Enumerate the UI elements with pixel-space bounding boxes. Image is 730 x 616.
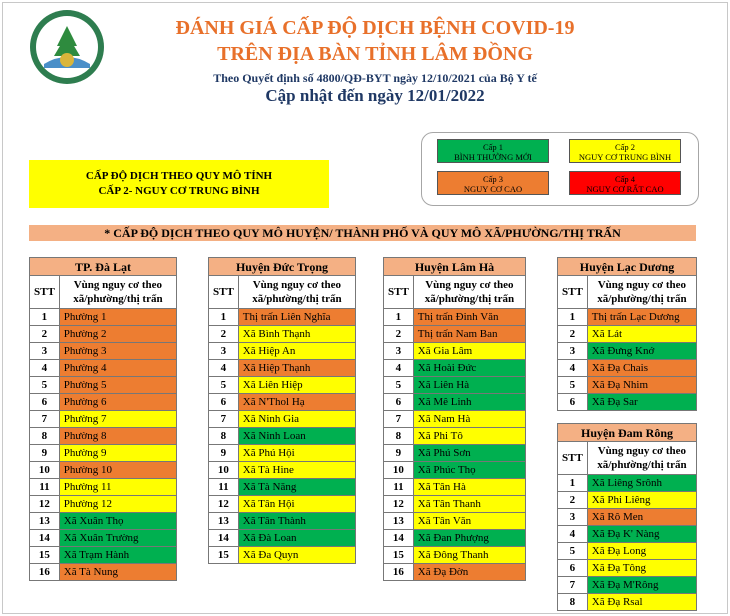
column-area-line-2: xã/phường/thị trấn (252, 293, 342, 305)
table-row (30, 428, 177, 445)
row-commune: Xã Phú Sơn (413, 445, 525, 462)
legend-level-3 (437, 171, 549, 195)
table-row (30, 479, 177, 496)
row-stt: 1 (209, 309, 239, 326)
row-commune: Xã Tà Nung (59, 564, 176, 581)
row-stt: 4 (558, 360, 588, 377)
row-commune: Xã Liên Hiệp (238, 377, 355, 394)
row-stt: 15 (384, 547, 414, 564)
table-row (209, 547, 356, 564)
row-stt: 13 (30, 513, 60, 530)
district-name: TP. Đà Lạt (30, 258, 177, 276)
table-row (30, 513, 177, 530)
table-row (558, 509, 697, 526)
row-commune: Phường 6 (59, 394, 176, 411)
row-commune: Xã Tân Thanh (413, 496, 525, 513)
table-row (384, 343, 526, 360)
row-commune: Xã Đạ M'Rông (587, 577, 696, 594)
district-table-da-lat (29, 257, 177, 581)
row-stt: 3 (558, 343, 588, 360)
row-stt: 8 (209, 428, 239, 445)
table-row (209, 462, 356, 479)
row-stt: 4 (384, 360, 414, 377)
row-commune: Xã Ninh Gia (238, 411, 355, 428)
row-commune: Xã Đạ Tông (587, 560, 696, 577)
row-stt: 11 (209, 479, 239, 496)
column-area-line-2: xã/phường/thị trấn (73, 293, 163, 305)
legend-level-2 (569, 139, 681, 163)
row-stt: 6 (558, 394, 588, 411)
table-row (209, 343, 356, 360)
row-commune: Xã Phúc Thọ (413, 462, 525, 479)
column-area-line-1: Vùng nguy cơ theo (252, 279, 342, 291)
row-stt: 11 (30, 479, 60, 496)
legend-level-3-label: NGUY CƠ CAO (463, 184, 523, 194)
row-stt: 3 (30, 343, 60, 360)
column-area-line-2: xã/phường/thị trấn (597, 459, 687, 471)
row-stt: 5 (558, 377, 588, 394)
row-stt: 14 (384, 530, 414, 547)
row-stt: 12 (209, 496, 239, 513)
table-row (209, 309, 356, 326)
row-commune: Xã Đạ Đờn (413, 564, 525, 581)
province-level-title: CẤP ĐỘ DỊCH THEO QUY MÔ TỈNH (85, 170, 273, 182)
row-commune: Xã Trạm Hành (59, 547, 176, 564)
row-commune: Thị trấn Đinh Văn (413, 309, 525, 326)
row-commune: Xã Đạ Chais (587, 360, 696, 377)
row-commune: Phường 11 (59, 479, 176, 496)
legend-level-1-code: Cấp 1 (482, 142, 504, 152)
table-row (558, 560, 697, 577)
column-stt: STT (558, 442, 588, 475)
table-row (384, 394, 526, 411)
row-commune: Xã Tân Hội (238, 496, 355, 513)
column-area (413, 276, 525, 309)
district-table-lac-duong (557, 257, 697, 411)
row-stt: 5 (30, 377, 60, 394)
table-row (384, 513, 526, 530)
update-date: Cập nhật đến ngày 12/01/2022 (265, 86, 485, 105)
table-row (558, 326, 697, 343)
column-area-line-2: xã/phường/thị trấn (424, 293, 515, 305)
row-stt: 5 (384, 377, 414, 394)
row-commune: Xã Liêng Srônh (587, 475, 696, 492)
row-stt: 4 (209, 360, 239, 377)
district-name: Huyện Đam Rông (558, 424, 697, 442)
table-row (209, 496, 356, 513)
table-row (558, 577, 697, 594)
table-row (30, 360, 177, 377)
row-stt: 7 (30, 411, 60, 428)
table-row (30, 394, 177, 411)
row-commune: Xã Tân Hà (413, 479, 525, 496)
row-commune: Xã Phi Liêng (587, 492, 696, 509)
column-stt: STT (558, 276, 588, 309)
row-commune: Xã Hiệp An (238, 343, 355, 360)
row-stt: 4 (558, 526, 588, 543)
row-commune: Phường 12 (59, 496, 176, 513)
row-stt: 2 (558, 326, 588, 343)
table-row (384, 326, 526, 343)
table-row (384, 496, 526, 513)
row-stt: 15 (30, 547, 60, 564)
table-row (384, 547, 526, 564)
row-commune: Xã Đạ Sar (587, 394, 696, 411)
row-commune: Xã Phú Hội (238, 445, 355, 462)
table-row (558, 377, 697, 394)
table-row (30, 326, 177, 343)
row-commune: Xã Đạ Nhim (587, 377, 696, 394)
row-commune: Phường 9 (59, 445, 176, 462)
row-stt: 1 (30, 309, 60, 326)
decision-reference: Theo Quyết định số 4800/QĐ-BYT ngày 12/10/2021 của Bộ Y tế (213, 71, 537, 85)
row-stt: 16 (384, 564, 414, 581)
table-row (558, 526, 697, 543)
table-row (558, 309, 697, 326)
cdc-logo (30, 10, 104, 84)
row-stt: 6 (558, 560, 588, 577)
row-commune: Xã Xuân Thọ (59, 513, 176, 530)
row-stt: 9 (384, 445, 414, 462)
column-area-line-1: Vùng nguy cơ theo (425, 279, 514, 291)
table-row (209, 360, 356, 377)
district-table-dam-rong (557, 423, 697, 611)
row-stt: 1 (384, 309, 414, 326)
row-stt: 10 (30, 462, 60, 479)
table-row (558, 343, 697, 360)
row-commune: Xã Liên Hà (413, 377, 525, 394)
column-stt: STT (384, 276, 414, 309)
row-stt: 4 (30, 360, 60, 377)
column-area-line-2: xã/phường/thị trấn (597, 293, 687, 305)
row-stt: 8 (30, 428, 60, 445)
district-name: Huyện Đức Trọng (209, 258, 356, 276)
row-stt: 8 (384, 428, 414, 445)
table-row (558, 394, 697, 411)
table-row (30, 462, 177, 479)
row-commune: Phường 8 (59, 428, 176, 445)
row-stt: 13 (384, 513, 414, 530)
row-stt: 9 (30, 445, 60, 462)
table-row (384, 428, 526, 445)
row-stt: 11 (384, 479, 414, 496)
row-commune: Phường 1 (59, 309, 176, 326)
row-stt: 1 (558, 309, 588, 326)
row-commune: Xã Đan Phượng (413, 530, 525, 547)
district-name: Huyện Lâm Hà (384, 258, 526, 276)
row-stt: 13 (209, 513, 239, 530)
district-name: Huyện Lạc Dương (558, 258, 697, 276)
row-commune: Xã Đạ Long (587, 543, 696, 560)
row-commune: Xã N'Thol Hạ (238, 394, 355, 411)
table-row (209, 326, 356, 343)
row-stt: 10 (209, 462, 239, 479)
column-area-line-1: Vùng nguy cơ theo (597, 445, 687, 457)
row-stt: 3 (384, 343, 414, 360)
row-stt: 1 (558, 475, 588, 492)
column-stt: STT (30, 276, 60, 309)
table-row (30, 564, 177, 581)
row-stt: 12 (30, 496, 60, 513)
row-commune: Phường 4 (59, 360, 176, 377)
row-stt: 16 (30, 564, 60, 581)
table-row (30, 445, 177, 462)
table-row (384, 377, 526, 394)
row-commune: Phường 7 (59, 411, 176, 428)
table-row (384, 445, 526, 462)
table-row (209, 513, 356, 530)
row-stt: 9 (209, 445, 239, 462)
table-row (209, 428, 356, 445)
row-stt: 14 (30, 530, 60, 547)
table-row (30, 496, 177, 513)
row-stt: 10 (384, 462, 414, 479)
table-row (30, 411, 177, 428)
row-stt: 7 (384, 411, 414, 428)
row-commune: Xã Hiệp Thạnh (238, 360, 355, 377)
province-level-value: CẤP 2- NGUY CƠ TRUNG BÌNH (98, 185, 260, 197)
row-stt: 5 (558, 543, 588, 560)
table-row (558, 543, 697, 560)
row-commune: Xã Lát (587, 326, 696, 343)
row-commune: Thị trấn Nam Ban (413, 326, 525, 343)
column-area (59, 276, 176, 309)
table-row (209, 377, 356, 394)
row-commune: Xã Đưng Knớ (587, 343, 696, 360)
table-row (558, 475, 697, 492)
row-stt: 3 (209, 343, 239, 360)
row-stt: 6 (384, 394, 414, 411)
row-commune: Xã Hoài Đức (413, 360, 525, 377)
row-stt: 7 (558, 577, 588, 594)
row-commune: Xã Đạ Rsal (587, 594, 696, 611)
row-commune: Xã Tà Hine (238, 462, 355, 479)
row-commune: Xã Đông Thanh (413, 547, 525, 564)
table-row (384, 479, 526, 496)
row-commune: Xã Gia Lâm (413, 343, 525, 360)
row-commune: Xã Tân Văn (413, 513, 525, 530)
table-row (384, 411, 526, 428)
table-row (558, 492, 697, 509)
table-row (30, 530, 177, 547)
legend-level-1 (437, 139, 549, 163)
row-stt: 2 (558, 492, 588, 509)
province-level-box (29, 160, 329, 208)
row-stt: 2 (30, 326, 60, 343)
row-stt: 6 (30, 394, 60, 411)
table-row (30, 547, 177, 564)
table-row (209, 530, 356, 547)
table-row (30, 377, 177, 394)
district-table-duc-trong (208, 257, 356, 564)
row-commune: Xã Nam Hà (413, 411, 525, 428)
title-line-1: ĐÁNH GIÁ CẤP ĐỘ DỊCH BỆNH COVID-19 (175, 17, 575, 39)
row-stt: 7 (209, 411, 239, 428)
row-commune: Thị trấn Lạc Dương (587, 309, 696, 326)
column-area (238, 276, 355, 309)
row-stt: 3 (558, 509, 588, 526)
row-commune: Phường 10 (59, 462, 176, 479)
row-commune: Xã Tà Năng (238, 479, 355, 496)
row-stt: 2 (209, 326, 239, 343)
table-row (558, 594, 697, 611)
row-commune: Thị trấn Liên Nghĩa (238, 309, 355, 326)
row-stt: 8 (558, 594, 588, 611)
row-commune: Phường 2 (59, 326, 176, 343)
table-row (209, 445, 356, 462)
legend-level-4 (569, 171, 681, 195)
table-row (384, 360, 526, 377)
row-commune: Phường 5 (59, 377, 176, 394)
row-stt: 5 (209, 377, 239, 394)
row-commune: Xã Phi Tô (413, 428, 525, 445)
column-stt: STT (209, 276, 239, 309)
table-row (558, 360, 697, 377)
row-stt: 12 (384, 496, 414, 513)
table-row (209, 411, 356, 428)
row-commune: Xã Mê Linh (413, 394, 525, 411)
title-line-2: TRÊN ĐỊA BÀN TỈNH LÂM ĐỒNG (217, 43, 533, 65)
table-row (209, 479, 356, 496)
row-commune: Xã Đà Loan (238, 530, 355, 547)
legend-level-2-label: NGUY CƠ TRUNG BÌNH (578, 152, 672, 162)
row-stt: 14 (209, 530, 239, 547)
table-row (384, 530, 526, 547)
column-area (587, 276, 696, 309)
row-commune: Xã Bình Thạnh (238, 326, 355, 343)
table-row (30, 309, 177, 326)
row-stt: 15 (209, 547, 239, 564)
row-stt: 6 (209, 394, 239, 411)
table-row (384, 564, 526, 581)
legend-level-3-code: Cấp 3 (482, 174, 504, 184)
row-commune: Xã Rô Men (587, 509, 696, 526)
column-area-line-1: Vùng nguy cơ theo (597, 279, 687, 291)
row-commune: Xã Ninh Loan (238, 428, 355, 445)
legend-level-4-code: Cấp 4 (614, 174, 636, 184)
table-row (30, 343, 177, 360)
row-commune: Phường 3 (59, 343, 176, 360)
column-area (587, 442, 696, 475)
row-commune: Xã Đa Quyn (238, 547, 355, 564)
district-table-lam-ha (383, 257, 526, 581)
table-row (384, 309, 526, 326)
table-row (209, 394, 356, 411)
row-commune: Xã Tân Thành (238, 513, 355, 530)
legend-level-1-label: BÌNH THƯỜNG MỚI (454, 152, 532, 162)
row-commune: Xã Đạ K' Nàng (587, 526, 696, 543)
row-commune: Xã Xuân Trường (59, 530, 176, 547)
legend-level-2-code: Cấp 2 (614, 142, 636, 152)
table-row (384, 462, 526, 479)
section-title: * CẤP ĐỘ DỊCH THEO QUY MÔ HUYỆN/ THÀNH PHỐ VÀ QUY MÔ XÃ/PHƯỜNG/THỊ TRẤN (29, 225, 696, 241)
row-stt: 2 (384, 326, 414, 343)
legend-level-4-label: NGUY CƠ RẤT CAO (586, 184, 664, 194)
column-area-line-1: Vùng nguy cơ theo (73, 279, 163, 291)
